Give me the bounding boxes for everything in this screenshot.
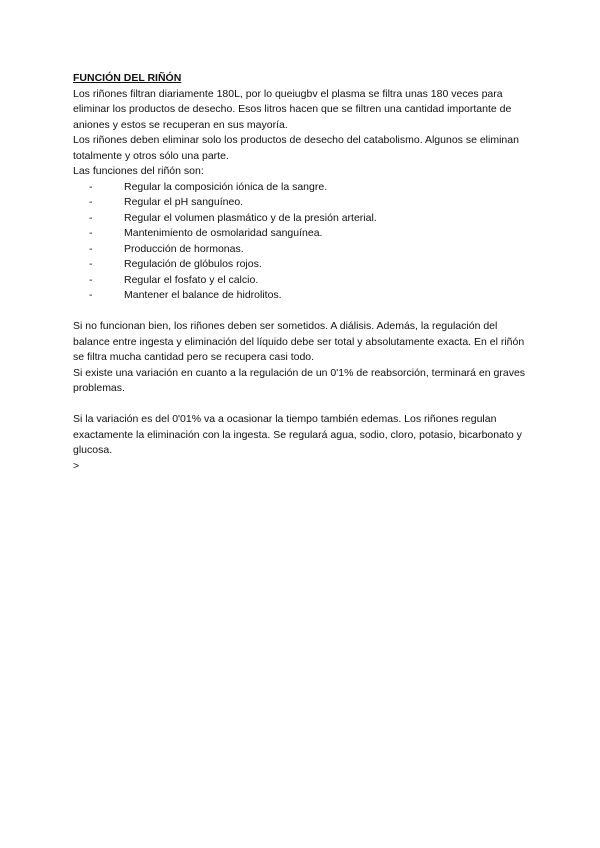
section3-paragraph-1: Si la variación es del 0'01% va a ocasionar la tiempo también edemas. Los riñones regulan exactamente la eliminación con la ingesta. Se regulará agua, sodio, cloro, potasio, bicarbonato y glucosa. xyxy=(73,413,522,456)
intro-paragraph-3: Las funciones del riñón son: xyxy=(73,165,204,177)
document-title: FUNCIÓN DEL RIÑÓN xyxy=(73,72,182,84)
list-item: - Regulación de glóbulos rojos. xyxy=(89,257,533,273)
list-item: - Mantener el balance de hidrolitos. xyxy=(89,288,533,304)
list-dash: - xyxy=(89,211,93,224)
intro-paragraph-1: Los riñones filtran diariamente 180L, por lo queiugbv el plasma se filtra unas 180 veces para eliminar los productos de desecho. Esos litros hacen que se filtren una cantidad importante de aniones y estos se recuperan en sus mayoría. xyxy=(73,87,512,131)
list-dash: - xyxy=(89,196,93,208)
list-item: - Regular el volumen plasmático y de la presión arterial. xyxy=(89,211,533,227)
list-dash: - xyxy=(89,258,93,270)
list-item: - Regular la composición iónica de la sangre. xyxy=(89,180,533,196)
intro-paragraph-2: Los riñones deben eliminar solo los productos de desecho del catabolismo. Algunos se eliminan totalmente y otros sólo una parte. xyxy=(73,134,519,162)
list-item: - Producción de hormonas. xyxy=(89,242,533,258)
list-dash: - xyxy=(89,273,93,286)
section2-paragraph-2: Si existe una variación en cuanto a la regulación de un 0'1% de reabsorción, terminará en graves problemas. xyxy=(73,366,526,394)
kidney-functions-list xyxy=(73,180,533,304)
document-body xyxy=(73,71,533,474)
trailing-mark: > xyxy=(73,459,80,472)
list-dash: - xyxy=(89,227,93,239)
list-item: - Mantenimiento de osmolaridad sanguínea. xyxy=(89,226,533,242)
section2-paragraph-1: Si no funcionan bien, los riñones deben ser sometidos. A diálisis. Además, la regulación del balance entre ingesta y eliminación del líquido debe ser total y absolutamente exacta. En el riñón se filtra mucha cantidad pero se recupera casi todo. xyxy=(73,320,525,363)
paragraph-spacer xyxy=(73,397,533,413)
list-dash: - xyxy=(89,242,93,255)
list-item: - Regular el fosfato y el calcio. xyxy=(89,273,533,289)
paragraph-spacer xyxy=(73,304,533,320)
list-dash: - xyxy=(89,180,93,193)
list-dash: - xyxy=(89,289,93,301)
list-item: - Regular el pH sanguíneo. xyxy=(89,195,533,211)
